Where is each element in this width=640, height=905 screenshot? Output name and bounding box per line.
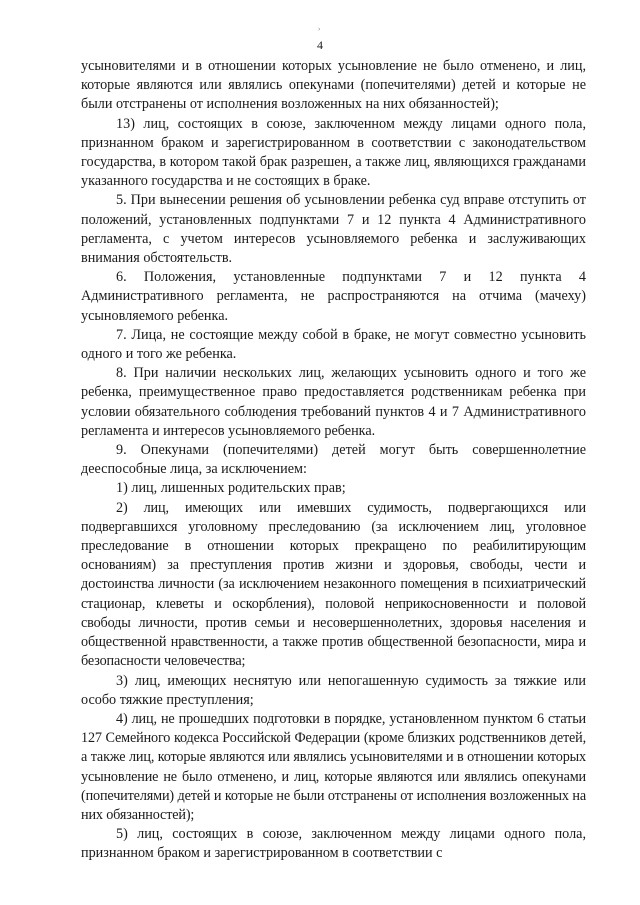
paragraph-clause-6: 6. Положения, установленные подпунктами 7 и 12 пункта 4 Административного регламента, не распространяются на отчима (мачеху) усыновляемого ребенка. (81, 269, 586, 324)
paragraph-continuation: усыновителями и в отношении которых усыновление не было отменено, и лиц, которые являются или являлись опекунами (попечителями) детей и которые не были отстранены от исполнения возложенных на них обязанностей); (81, 58, 586, 113)
document-body (81, 57, 586, 864)
page-number: 4 (317, 38, 323, 52)
paragraph-item-1: 1) лиц, лишенных родительских прав; (116, 480, 346, 497)
paragraph-clause-5: 5. При вынесении решения об усыновлении ребенка суд вправе отступить от положений, установленных подпунктами 7 и 12 пункта 4 Административного регламента, с учетом интересов усыновляемого ребенка и заслуживающих внимания обстоятельств. (81, 192, 586, 267)
paragraph-item-13: 13) лиц, состоящих в союзе, заключенном между лицами одного пола, признанном браком и зарегистрированном в соответствии с законодательством государства, в котором такой брак разрешен, а также лиц, являющихся гражданами указанного государства и не состоящих в браке. (81, 115, 586, 190)
paragraph-item-4: 4) лиц, не прошедших подготовки в порядке, установленном пунктом 6 статьи 127 Семейного кодекса Российской Федерации (кроме близких родственников детей, а также лиц, которые являются или являлись усыновителями и в отношении которых усыновление не было отменено, и лиц, которые являются или являлись опекунами (попечителями) детей и которые не были отстранены от исполнения возложенных на них обязанностей); (81, 710, 586, 823)
paragraph-item-3: 3) лиц, имеющих неснятую или непогашенную судимость за тяжкие или особо тяжкие преступления; (81, 672, 586, 708)
paragraph-item-2: 2) лиц, имеющих или имевших судимость, подвергающихся или подвергавшихся уголовному преследованию (за исключением лиц, уголовное преследование в отношении которых прекращено по реабилитирующим основаниям) за преступления против жизни и здоровья, свободы, чести и достоинства личности (за исключением незаконного помещения в психиатрический стационар, клеветы и оскорбления), половой неприкосновенности и половой свободы личности, против семьи и несовершеннолетних, здоровья населения и общественной нравственности, а также против общественной безопасности, мира и безопасности человечества; (81, 499, 586, 670)
paragraph-clause-7: 7. Лица, не состоящие между собой в браке, не могут совместно усыновить одного и того же ребенка. (81, 326, 586, 363)
paragraph-clause-9: 9. Опекунами (попечителями) детей могут быть совершеннолетние дееспособные лица, за исключением: (81, 442, 586, 478)
paragraph-item-5: 5) лиц, состоящих в союзе, заключенном между лицами одного пола, признанном браком и зарегистрированном в соответствии с (81, 826, 586, 862)
paragraph-clause-8: 8. При наличии нескольких лиц, желающих усыновить одного и того же ребенка, преимущественное право предоставляется родственникам ребенка при условии обязательного соблюдения требований пунктов 4 и 7 Административного регламента и интересов усыновляемого ребенка. (81, 365, 586, 439)
scan-speck: › (318, 25, 321, 33)
